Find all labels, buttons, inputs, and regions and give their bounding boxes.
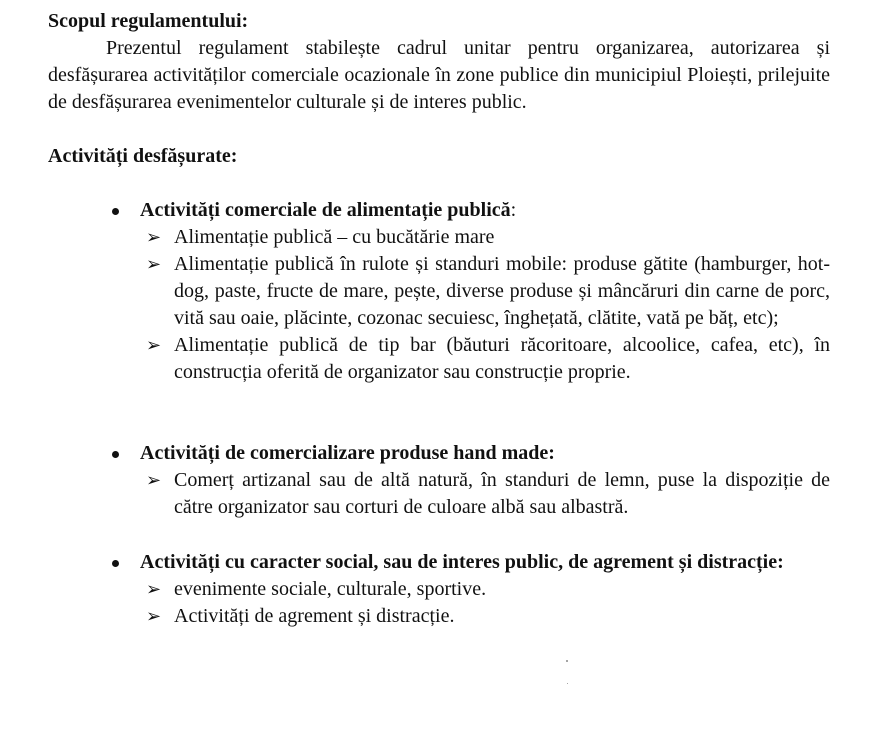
arrow-bullet-icon: ➢ bbox=[146, 579, 162, 599]
activity-item bbox=[106, 251, 830, 332]
scope-paragraph bbox=[48, 35, 830, 116]
activity-group-title bbox=[106, 197, 830, 224]
activity-group-food bbox=[106, 197, 830, 386]
bullet-icon bbox=[112, 208, 119, 215]
scope-paragraph-text: Prezentul regulament stabilește cadrul unitar pentru organizarea, autorizarea și desfășurarea activităților comerciale ocazionale în zone publice din municipiul Ploiești, prilejuite de desfășurarea evenimentelor culturale și de interes public. bbox=[48, 37, 830, 113]
activity-group-title bbox=[106, 440, 830, 467]
activity-item bbox=[106, 576, 830, 603]
activity-item bbox=[106, 603, 830, 630]
activity-item bbox=[106, 332, 830, 386]
activities-heading: Activități desfășurate: bbox=[48, 145, 238, 167]
activity-group-title-text: Activități comerciale de alimentație publică bbox=[140, 199, 511, 221]
activity-item-text: Comerț artizanal sau de altă natură, în standuri de lemn, puse la dispoziție de către organizator sau corturi de culoare albă sau albastră. bbox=[174, 469, 830, 518]
scan-speck bbox=[566, 660, 568, 662]
activity-item-text: Alimentație publică de tip bar (băuturi răcoritoare, alcoolice, cafea, etc), în construcția oferită de organizator sau construcție proprie. bbox=[174, 334, 830, 383]
bullet-icon bbox=[112, 560, 119, 567]
bullet-icon bbox=[112, 451, 119, 458]
arrow-bullet-icon: ➢ bbox=[146, 470, 162, 490]
activity-group-handmade bbox=[106, 440, 830, 521]
activity-item-text: Alimentație publică – cu bucătărie mare bbox=[174, 226, 495, 248]
arrow-bullet-icon: ➢ bbox=[146, 254, 162, 274]
activity-group-title bbox=[106, 549, 830, 576]
activity-item bbox=[106, 224, 830, 251]
arrow-bullet-icon: ➢ bbox=[146, 335, 162, 355]
activity-group-title-colon: : bbox=[510, 199, 517, 221]
arrow-bullet-icon: ➢ bbox=[146, 606, 162, 626]
arrow-bullet-icon: ➢ bbox=[146, 227, 162, 247]
scan-speck bbox=[567, 683, 568, 684]
activity-group-title-text: Activități cu caracter social, sau de interes public, de agrement și distracție: bbox=[140, 551, 784, 573]
activity-item-text: Alimentație publică în rulote și standuri mobile: produse gătite (hamburger, hot-dog, paste, fructe de mare, pește, diverse produse și mâncăruri din carne de porc, vită sau oaie, plăcinte, cozonac secuiesc, înghețată, clătite, vată pe băț, etc); bbox=[174, 253, 830, 329]
scope-heading: Scopul regulamentului: bbox=[48, 10, 249, 32]
activity-item bbox=[106, 467, 830, 521]
activity-item-text: evenimente sociale, culturale, sportive. bbox=[174, 578, 487, 600]
activity-group-title-text: Activități de comercializare produse hand made: bbox=[140, 442, 555, 464]
activity-group-social bbox=[106, 549, 830, 630]
activity-item-text: Activități de agrement și distracție. bbox=[174, 605, 455, 627]
